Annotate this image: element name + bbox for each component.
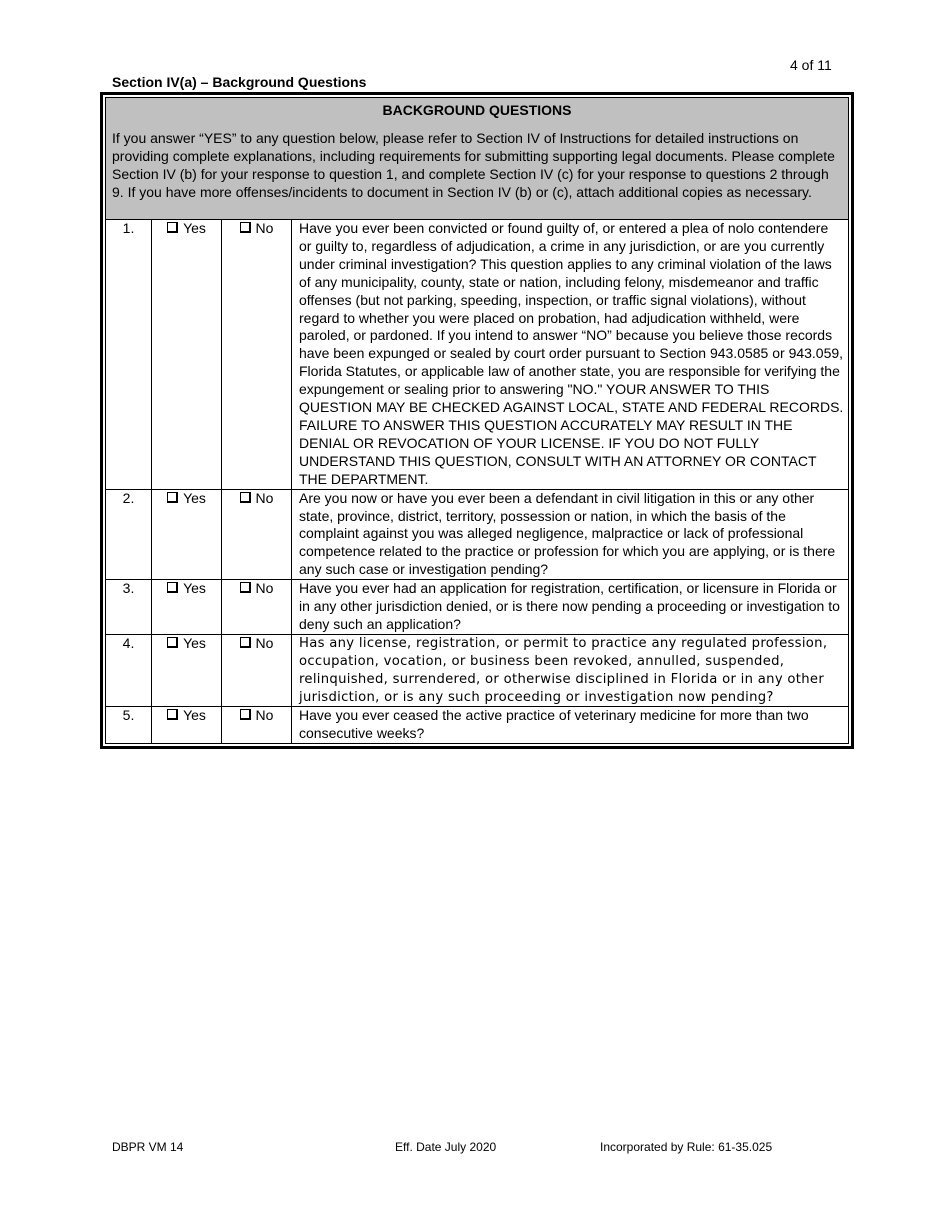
yes-checkbox[interactable] bbox=[167, 222, 178, 233]
footer-form-id: DBPR VM 14 bbox=[112, 1140, 184, 1154]
no-checkbox[interactable] bbox=[240, 709, 251, 720]
yes-checkbox[interactable] bbox=[167, 492, 178, 503]
no-checkbox[interactable] bbox=[240, 492, 251, 503]
question-number: 2. bbox=[106, 489, 152, 580]
yes-option[interactable] bbox=[152, 220, 222, 489]
no-option[interactable] bbox=[222, 580, 292, 635]
question-row-1 bbox=[106, 220, 848, 489]
no-checkbox[interactable] bbox=[240, 582, 251, 593]
no-label: No bbox=[255, 580, 274, 597]
yes-option[interactable] bbox=[152, 489, 222, 580]
question-row-2 bbox=[106, 489, 848, 580]
yes-option[interactable] bbox=[152, 580, 222, 635]
question-text: Has any license, registration, or permit to practice any regulated profession, occupation, vocation, or business been revoked, annulled, suspended, relinquished, surrendered, or otherwise disciplined in Florida or in any other jurisdiction, or is any such proceeding or investigation now pending? bbox=[292, 634, 849, 707]
yes-label: Yes bbox=[183, 489, 206, 506]
no-option[interactable] bbox=[222, 220, 292, 489]
section-title: Section IV(a) – Background Questions bbox=[112, 74, 367, 90]
yes-checkbox[interactable] bbox=[167, 709, 178, 720]
question-text: Have you ever been convicted or found guilty of, or entered a plea of nolo contendere or guilty to, regardless of adjudication, a crime in any jurisdiction, or are you currently under criminal investigation? This question applies to any criminal violation of the laws of any municipality, county, state or nation, including felony, misdemeanor and traffic offenses (but not parking, speeding, inspection, or traffic signal violations), without regard to whether you were placed on probation, had adjudication withheld, were paroled, or pardoned. If you intend to answer “NO” because you believe those records have been expunged or sealed by court order pursuant to Section 943.0585 or 943.059, Florida Statutes, or applicable law of another state, you are responsible for verifying the expungement or sealing prior to answering "NO." YOUR ANSWER TO THIS QUESTION MAY BE CHECKED AGAINST LOCAL, STATE AND FEDERAL RECORDS. FAILURE TO ANSWER THIS QUESTION ACCURATELY MAY RESULT IN THE DENIAL OR REVOCATION OF YOUR LICENSE. IF YOU DO NOT FULLY UNDERSTAND THIS QUESTION, CONSULT WITH AN ATTORNEY OR CONTACT THE DEPARTMENT. bbox=[292, 220, 849, 489]
yes-checkbox[interactable] bbox=[167, 582, 178, 593]
question-text: Are you now or have you ever been a defendant in civil litigation in this or any other state, province, district, territory, possession or nation, in which the basis of the complaint against you was alleged negligence, malpractice or lack of professional competence related to the practice or profession for which you are applying, or is there any such case or investigation pending? bbox=[292, 489, 849, 580]
no-label: No bbox=[255, 220, 274, 236]
background-questions-form bbox=[100, 92, 854, 749]
question-text: Have you ever ceased the active practice of veterinary medicine for more than two consecutive weeks? bbox=[299, 707, 809, 742]
question-row-5 bbox=[106, 707, 848, 743]
question-row-3 bbox=[106, 580, 848, 635]
yes-option[interactable] bbox=[152, 707, 222, 743]
page-number: 4 of 11 bbox=[790, 57, 832, 73]
form-header bbox=[106, 98, 848, 220]
yes-label: Yes bbox=[183, 220, 206, 236]
question-number: 5. bbox=[106, 707, 152, 743]
no-label: No bbox=[255, 634, 274, 651]
no-option[interactable] bbox=[222, 707, 292, 743]
footer-effective-date: Eff. Date July 2020 bbox=[395, 1140, 497, 1154]
no-checkbox[interactable] bbox=[240, 222, 251, 233]
questions-table bbox=[106, 220, 848, 743]
no-label: No bbox=[255, 489, 274, 506]
yes-checkbox[interactable] bbox=[167, 637, 178, 648]
no-label: No bbox=[255, 707, 274, 724]
form-inner-border bbox=[105, 97, 849, 744]
yes-label: Yes bbox=[183, 580, 206, 597]
question-row-4 bbox=[106, 634, 848, 707]
question-number: 3. bbox=[106, 580, 152, 635]
question-number: 1. bbox=[106, 220, 152, 489]
yes-option[interactable] bbox=[152, 634, 222, 707]
no-option[interactable] bbox=[222, 634, 292, 707]
no-checkbox[interactable] bbox=[240, 637, 251, 648]
form-instructions: If you answer “YES” to any question below, please refer to Section IV of Instructions for detailed instructions on providing complete explanations, including requirements for submitting supporting legal documents. Please complete Section IV (b) for your response to question 1, and complete Section IV (c) for your response to questions 2 through 9. If you have more offenses/incidents to document in Section IV (b) or (c), attach additional copies as necessary. bbox=[112, 130, 835, 200]
question-text: Have you ever had an application for registration, certification, or licensure in Florida or in any other jurisdiction denied, or is there now pending a proceeding or investigation to deny such an application? bbox=[292, 580, 849, 635]
yes-label: Yes bbox=[183, 707, 206, 724]
form-header-title: BACKGROUND QUESTIONS bbox=[382, 102, 572, 118]
footer-rule: Incorporated by Rule: 61-35.025 bbox=[600, 1140, 773, 1154]
yes-label: Yes bbox=[183, 634, 206, 651]
question-number: 4. bbox=[106, 634, 152, 707]
no-option[interactable] bbox=[222, 489, 292, 580]
